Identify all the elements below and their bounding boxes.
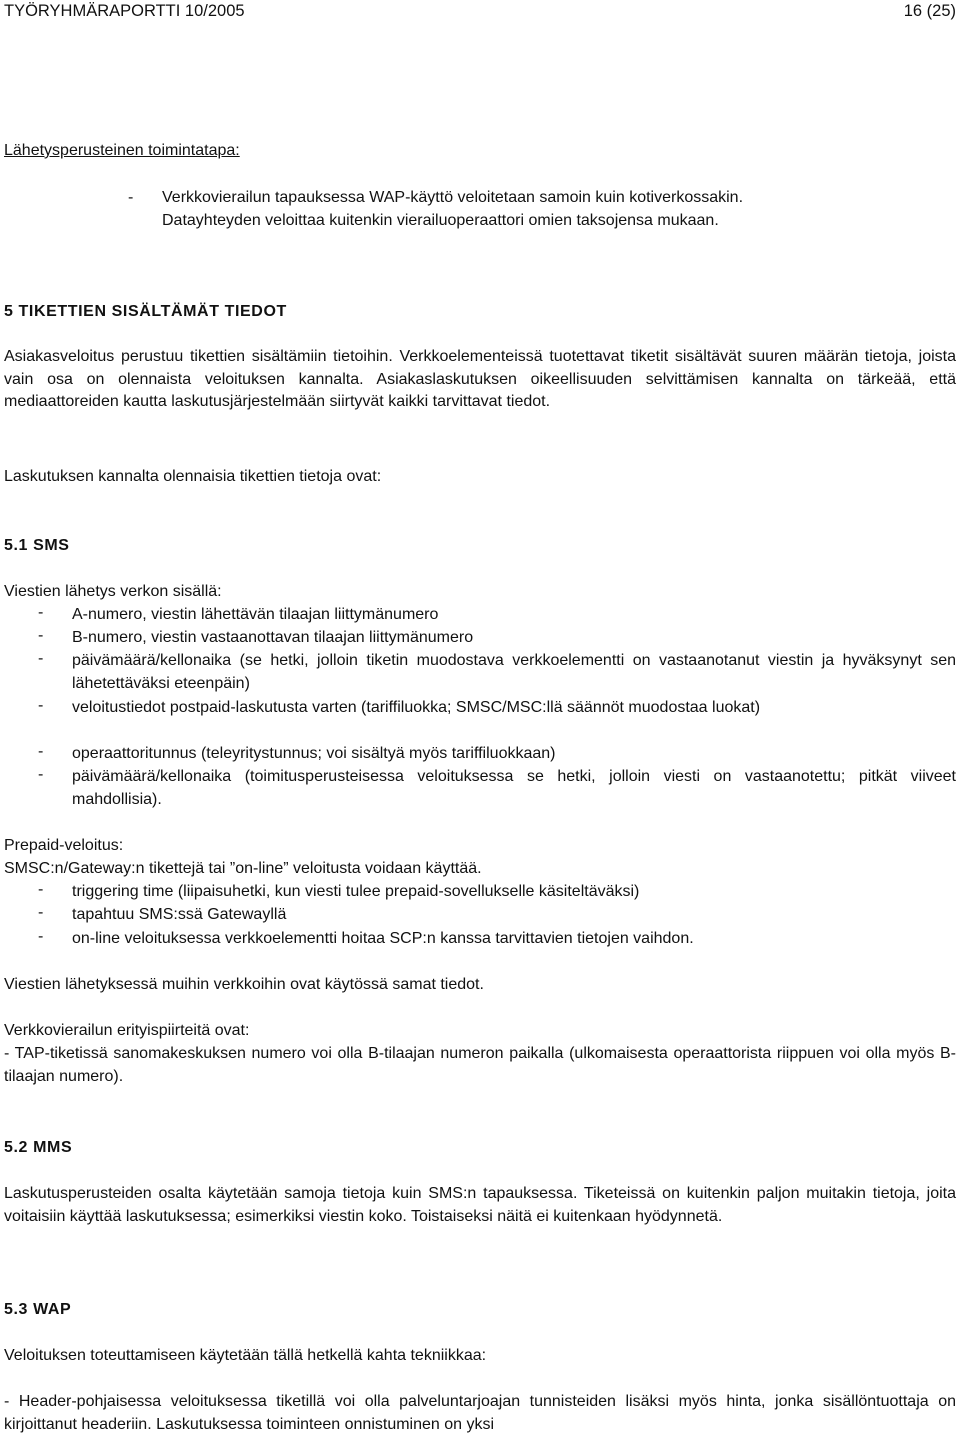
sms-intro: Viestien lähetys verkon sisällä: (4, 583, 222, 600)
list-dash: - (128, 189, 134, 206)
mms-paragraph: Laskutusperusteiden osalta käytetään samoja tietoja kuin SMS:n tapauksessa. Tiketeissä on kuitenkin paljon muitakin tietoja, joita voitaisiin käyttää laskutuksessa; esimerkiksi viestin koko. Toistaiseksi näitä ei kuitenkaan hyödynnetä. (4, 1185, 956, 1225)
list-dash: - (38, 627, 44, 644)
other-networks-text: Viestien lähetyksessä muihin verkkoihin ovat käytössä samat tiedot. (4, 976, 484, 993)
list-dash: - (38, 650, 44, 667)
roaming-title: Verkkovierailun erityispiirteitä ovat: (4, 1022, 250, 1039)
list-dash: - (38, 881, 44, 898)
list-item: päivämäärä/kellonaika (toimitusperusteisessa veloituksessa se hetki, jolloin viesti on vastaanotettu; pitkät viiveet mahdollisia). (72, 768, 956, 808)
paragraph: Asiakasveloitus perustuu tikettien sisältämiin tietoihin. Verkkoelementeissä tuotettavat tiketit sisältävät suuren määrän tietoja, joista vain osa on olennaista veloituksen kannalta. Asiakaslaskutuksen oikeellisuuden selvittämisen kannalta on tärkeää, että mediaattoreiden kautta laskutusjärjestelmään siirtyvät kaikki tarvittavat tiedot. (4, 348, 956, 411)
list-dash: - (38, 743, 44, 760)
list-dash: - (38, 766, 44, 783)
list-item: Verkkovierailun tapauksessa WAP-käyttö veloitetaan samoin kuin kotiverkossakin. (162, 189, 744, 206)
list-item: tapahtuu SMS:ssä Gatewayllä (72, 906, 287, 923)
section-heading: 5 TIKETTIEN SISÄLTÄMÄT TIEDOT (4, 303, 287, 320)
subsection-heading-wap: 5.3 WAP (4, 1301, 72, 1318)
list-item: A-numero, viestin lähettävän tilaajan liittymänumero (72, 606, 439, 623)
list-dash: - (38, 904, 44, 921)
subsection-heading-mms: 5.2 MMS (4, 1139, 73, 1156)
report-title: TYÖRYHMÄRAPORTTI 10/2005 (4, 2, 245, 20)
list-item: veloitustiedot postpaid-laskutusta varten (tariffiluokka; SMSC/MSC:llä säännöt muodostaa luokat) (72, 699, 761, 716)
wap-intro: Veloituksen toteuttamiseen käytetään tällä hetkellä kahta tekniikkaa: (4, 1347, 487, 1364)
roaming-text: - TAP-tiketissä sanomakeskuksen numero voi olla B-tilaajan numeron paikalla (ulkomaisesta operaattorista riippuen voi olla myös B-tilaajan numero). (4, 1045, 956, 1085)
list-dash: - (38, 604, 44, 621)
page-number: 16 (25) (903, 2, 956, 20)
list-item: triggering time (liipaisuhetki, kun viesti tulee prepaid-sovellukselle käsiteltäväksi) (72, 883, 640, 900)
wap-text: - Header-pohjaisessa veloituksessa tiketillä voi olla palveluntarjoajan tunnisteiden lisäksi myös hinta, jonka sisällöntuottaja on kirjoittanut headeriin. Laskutuksessa toiminteen onnistuminen on yksi (4, 1393, 956, 1433)
list-dash: - (38, 928, 44, 945)
lead-text: Laskutuksen kannalta olennaisia tikettien tietoja ovat: (4, 468, 382, 485)
list-item: operaattoritunnus (teleyritystunnus; voi sisältyä myös tariffiluokkaan) (72, 745, 556, 762)
list-dash: - (38, 697, 44, 714)
list-item-continuation: Datayhteyden veloittaa kuitenkin vierailuoperaattori omien taksojensa mukaan. (162, 212, 719, 229)
list-item: on-line veloituksessa verkkoelementti hoitaa SCP:n kanssa tarvittavien tietojen vaihdon. (72, 930, 694, 947)
subsection-heading-sms: 5.1 SMS (4, 537, 70, 554)
list-item: B-numero, viestin vastaanottavan tilaajan liittymänumero (72, 629, 474, 646)
section-title-sending-basis: Lähetysperusteinen toimintatapa: (4, 142, 240, 159)
list-item: päivämäärä/kellonaika (se hetki, jolloin tiketin muodostava verkkoelementti on vastaanotanut viestin ja hyväksynyt sen lähetettäväksi eteenpäin) (72, 652, 956, 692)
prepaid-title: Prepaid-veloitus: (4, 837, 124, 854)
prepaid-line: SMSC:n/Gateway:n tikettejä tai ”on-line” veloitusta voidaan käyttää. (4, 860, 482, 877)
